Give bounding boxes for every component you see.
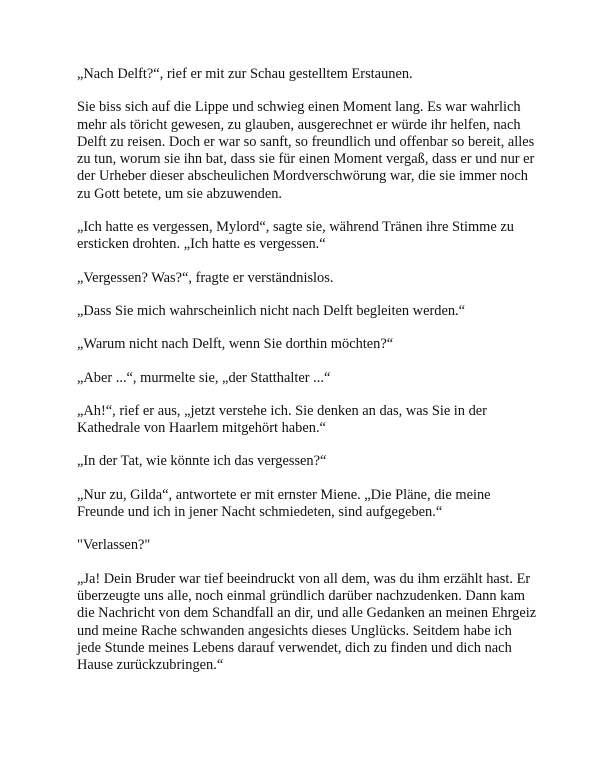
paragraph: „In der Tat, wie könnte ich das vergessen?“ [77,453,327,470]
paragraph: „Warum nicht nach Delft, wenn Sie dorthin möchten?“ [77,336,394,353]
paragraph: „Aber ...“, murmelte sie, „der Statthalter ...“ [77,369,331,386]
paragraph: „Nur zu, Gilda“, antwortete er mit ernster Miene. „Die Pläne, die meine Freunde und ich in jener Nacht schmiedeten, sind aufgegeben.“ [77,486,491,521]
paragraph: „Vergessen? Was?“, fragte er verständnislos. [77,269,334,286]
paragraph: „Ja! Dein Bruder war tief beeindruckt von all dem, was du ihm erzählt hast. Er überzeugte uns alle, noch einmal gründlich darüber nachzudenken. Dann kam die Nachricht von dem Schandfall an dir, und alle Gedanken an meinen Ehrgeiz und meine Rache schwanden angesichts dieses Unglücks. Seitdem habe ich jede Stunde meines Lebens darauf verwendet, dich zu finden und dich nach Hause zurückzubringen.“ [77,570,537,674]
paragraph: „Nach Delft?“, rief er mit zur Schau gestelltem Erstaunen. [77,66,413,82]
document-body [77,66,537,690]
paragraph: „Ich hatte es vergessen, Mylord“, sagte sie, während Tränen ihre Stimme zu ersticken drohten. „Ich hatte es vergessen.“ [77,219,514,253]
paragraph: „Dass Sie mich wahrscheinlich nicht nach Delft begleiten werden.“ [77,302,466,319]
paragraph: Sie biss sich auf die Lippe und schwieg einen Moment lang. Es war wahrlich mehr als töricht gewesen, zu glauben, ausgerechnet er würde ihr helfen, nach Delft zu reisen. Doch er war so sanft, so freundlich und offenbar so bereit, alles zu tun, worum sie ihn bat, dass sie für einen Moment vergaß, dass er und nur er der Urheber dieser abscheulichen Mordverschwörung war, die sie immer noch zu Gott betete, um sie abzuwenden. [77,99,535,202]
paragraph: "Verlassen?" [77,537,151,554]
paragraph: „Ah!“, rief er aus, „jetzt verstehe ich. Sie denken an das, was Sie in der Kathedrale von Haarlem mitgehört haben.“ [77,402,487,437]
